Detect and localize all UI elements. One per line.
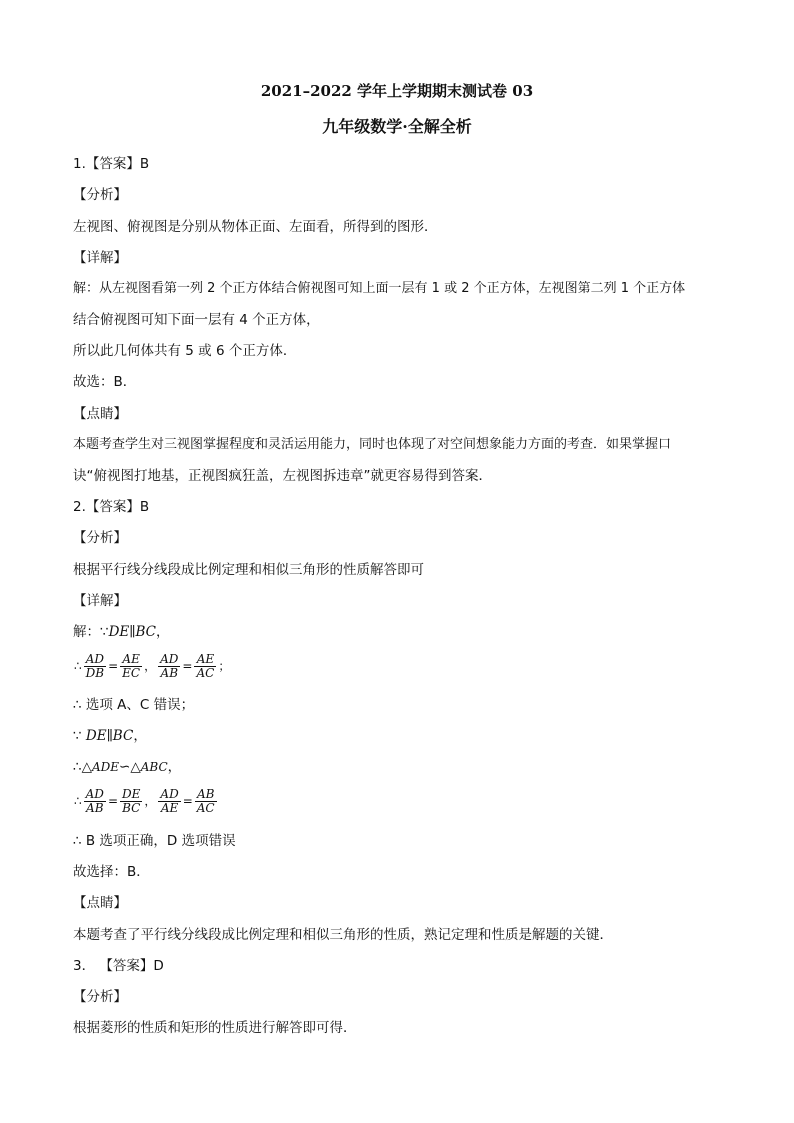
- fraction: $\frac{AD}{DB}$: [85, 651, 105, 680]
- q2-comment-text: 本题考查了平行线分线段成比例定理和相似三角形的性质，熟记定理和性质是解题的关键．: [73, 927, 613, 943]
- q2-choice: 故选择：B．: [73, 864, 150, 880]
- q1-detail-line-1: 解：从左视图看第一列 2 个正方体结合俯视图可知上面一层有 1 或 2 个正方体，左视图第二列 1 个正方体: [73, 281, 686, 296]
- fraction: $\frac{AE}{EC}$: [122, 651, 141, 680]
- q2-l5-math-2: ABC: [140, 760, 168, 774]
- equals-sign: =: [108, 659, 119, 673]
- equals-sign: =: [107, 794, 118, 808]
- q1-analysis-text: 左视图、俯视图是分别从物体正面、左面看，所得到的图形．: [73, 219, 438, 235]
- fraction: $\frac{AD}{AB}$: [85, 786, 104, 815]
- q2-analysis-heading: 【分析】: [73, 530, 127, 546]
- q2-l1-suffix: ，: [156, 624, 170, 640]
- q1-comment-line-2: 诀“俯视图打地基，正视图疯狂盖，左视图拆违章”就更容易得到答案．: [73, 468, 492, 484]
- fraction: $\frac{AD}{AB}$: [160, 651, 179, 680]
- q3-answer: 3． 【答案】D: [73, 958, 164, 974]
- q2-comment-heading: 【点睛】: [73, 895, 127, 911]
- document-subtitle: 九年级数学·全解全析: [322, 117, 472, 136]
- q2-l4-math: DE∥BC: [85, 728, 134, 744]
- q2-l5-math-1: ADE: [91, 760, 120, 774]
- q2-l5-suffix: ，: [167, 759, 182, 775]
- q2-l5-prefix: ∴△: [73, 759, 92, 775]
- q2-answer: 2.【答案】B: [73, 499, 150, 515]
- fraction: $\frac{AD}{AE}$: [160, 786, 179, 815]
- fraction: $\frac{AB}{AC}$: [196, 786, 215, 815]
- semicolon: ；: [218, 659, 231, 673]
- q2-fraction-line-2: [73, 784, 733, 818]
- q2-l1-math: DE∥BC: [108, 624, 157, 640]
- q2-detail-heading: 【详解】: [73, 593, 127, 609]
- q2-detail-line-4: [73, 727, 733, 745]
- q2-l1-prefix: 解：∵: [73, 624, 109, 640]
- q1-analysis-heading: 【分析】: [73, 187, 127, 203]
- q2-l4-suffix: ，: [133, 728, 147, 744]
- q2-detail-line-3: ∴ 选项 A、C 错误；: [73, 697, 195, 713]
- q1-detail-line-3: 所以此几何体共有 5 或 6 个正方体．: [73, 343, 297, 359]
- q2-detail-line-5: [73, 758, 733, 776]
- q2-detail-line-1: [73, 623, 733, 641]
- q1-comment-heading: 【点睛】: [73, 406, 127, 422]
- comma: ，: [144, 659, 157, 673]
- document-title: 2021–2022 学年上学期期末测试卷 03: [260, 82, 534, 100]
- therefore-symbol: ∴: [74, 659, 82, 673]
- q2-fraction-line-1: [73, 649, 733, 683]
- q3-analysis-heading: 【分析】: [73, 989, 127, 1005]
- q3-analysis-text: 根据菱形的性质和矩形的性质进行解答即可得．: [73, 1020, 357, 1036]
- therefore-symbol: ∴: [74, 794, 82, 808]
- q2-analysis-text: 根据平行线分线段成比例定理和相似三角形的性质解答即可: [73, 562, 424, 578]
- q1-detail-heading: 【详解】: [73, 250, 127, 266]
- fraction: $\frac{DE}{BC}$: [122, 786, 141, 815]
- q2-l5-mid: ∽△: [119, 759, 141, 775]
- equals-sign: =: [182, 794, 193, 808]
- q2-l4-prefix: ∵: [73, 728, 86, 744]
- q1-choice: 故选：B．: [73, 374, 137, 390]
- q1-detail-line-2: 结合俯视图可知下面一层有 4 个正方体，: [73, 312, 320, 328]
- q2-detail-line-7: ∴ B 选项正确，D 选项错误: [73, 833, 236, 849]
- equals-sign: =: [182, 659, 193, 673]
- q1-answer: 1.【答案】B: [73, 156, 150, 172]
- q1-comment-line-1: 本题考查学生对三视图掌握程度和灵活运用能力，同时也体现了对空间想象能力方面的考查．如果掌握口: [73, 437, 672, 452]
- fraction: $\frac{AE}{AC}$: [196, 651, 215, 680]
- comma: ，: [144, 794, 157, 808]
